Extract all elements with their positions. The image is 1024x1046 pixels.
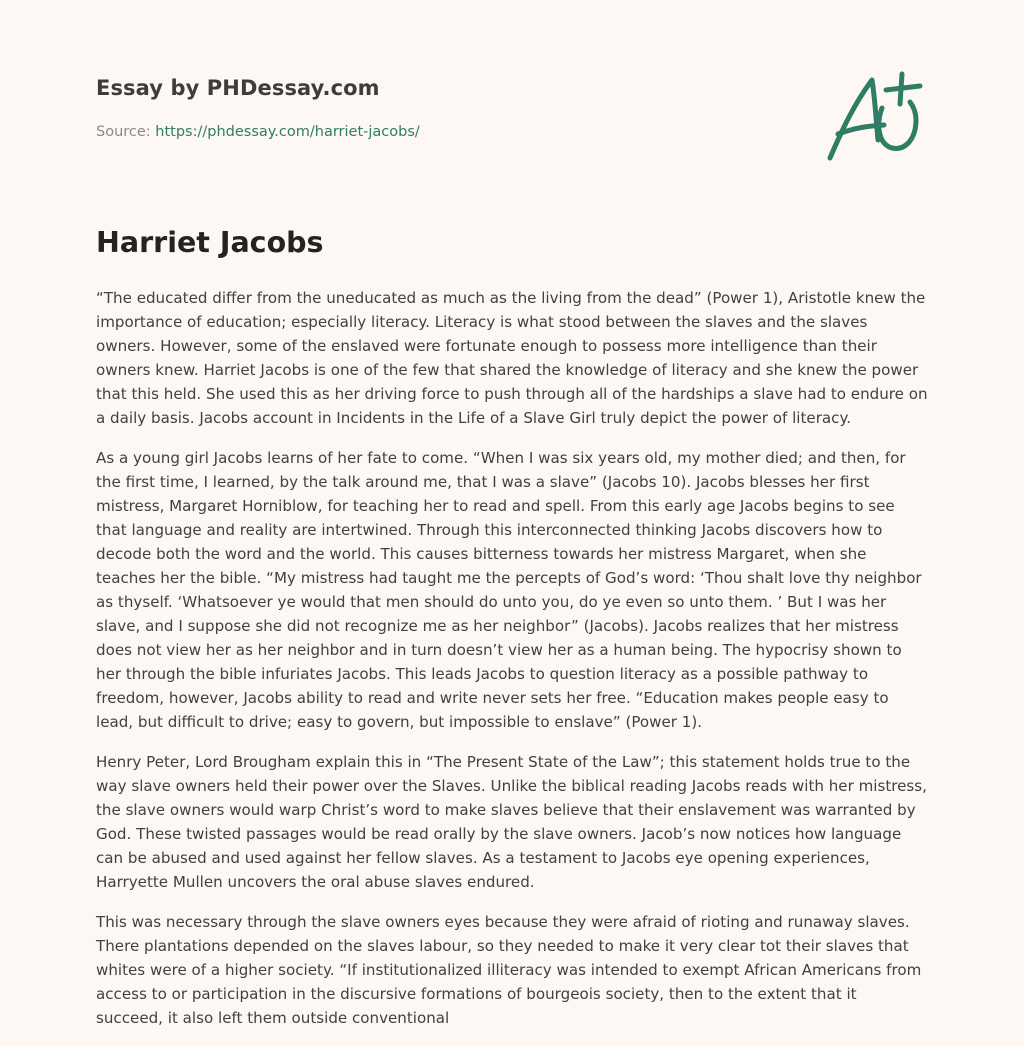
source-label: Source: [96, 124, 151, 140]
a-plus-logo-icon [820, 68, 930, 168]
site-title: Essay by PHDessay.com [96, 76, 380, 100]
essay-paragraph: As a young girl Jacobs learns of her fate to come. “When I was six years old, my mother died; and then, for the first time, I learned, by the talk around me, that I was a slave” (Jacobs 10). Jacobs blesses her first mistress, Margaret Horniblow, for teaching her to read and spell. From this early age Jacobs begins to see that language and reality are intertwined. Through this interconnected thinking Jacobs discovers how to decode both the word and the world. This causes bitterness towards her mistress Margaret, when she teaches her the bible. “My mistress had taught me the percepts of God’s word: ‘Thou shalt love thy neighbor as thyself. ‘Whatsoever ye would that men should do unto you, do ye even so unto them. ’ But I was her slave, and I suppose she did not recognize me as her neighbor” (Jacobs). Jacobs realizes that her mistress does not view her as her neighbor and in turn doesn’t view her as a human being. The hypocrisy shown to her through the bible infuriates Jacobs. This leads Jacobs to question literacy as a possible pathway to freedom, however, Jacobs ability to read and write never sets her free. “Education makes people easy to lead, but difficult to drive; easy to govern, but impossible to enslave” (Power 1). [96, 449, 922, 731]
essay-body [96, 286, 928, 1046]
source-line [96, 124, 420, 140]
essay-paragraph: This was necessary through the slave owners eyes because they were afraid of rioting and runaway slaves. There plantations depended on the slaves labour, so they needed to make it very clear tot their slaves that whites were of a higher society. “If institutionalized illiteracy was intended to exempt African Americans from access to or participation in the discursive formations of bourgeois society, then to the extent that it succeed, it also left them outside conventional [96, 913, 922, 1027]
essay-paragraph: Henry Peter, Lord Brougham explain this in “The Present State of the Law”; this statement holds true to the way slave owners held their power over the Slaves. Unlike the biblical reading Jacobs reads with her mistress, the slave owners would warp Christ’s word to make slaves believe that their enslavement was warranted by God. These twisted passages would be read orally by the slave owners. Jacob’s now notices how language can be abused and used against her fellow slaves. As a testament to Jacobs eye opening experiences, Harryette Mullen uncovers the oral abuse slaves endured. [96, 753, 927, 891]
essay-paragraph: “The educated differ from the uneducated as much as the living from the dead” (Power 1), Aristotle knew the importance of education; especially literacy. Literacy is what stood between the slaves and the slaves owners. However, some of the enslaved were fortunate enough to possess more intelligence than their owners knew. Harriet Jacobs is one of the few that shared the knowledge of literacy and she knew the power that this held. She used this as her driving force to push through all of the hardships a slave had to endure on a daily basis. Jacobs account in Incidents in the Life of a Slave Girl truly depict the power of literacy. [96, 289, 928, 427]
essay-title: Harriet Jacobs [96, 226, 324, 259]
source-link[interactable]: https://phdessay.com/harriet-jacobs/ [155, 124, 420, 140]
